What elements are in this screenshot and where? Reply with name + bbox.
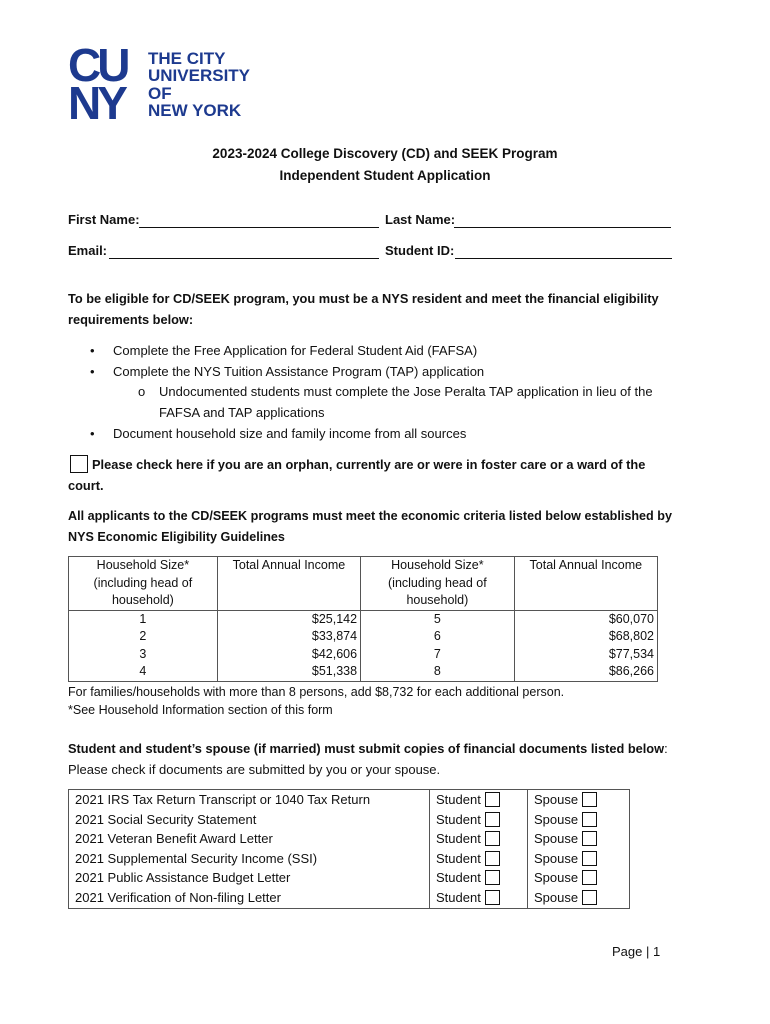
spouse-checkbox[interactable] (582, 890, 597, 905)
table-row (69, 646, 658, 664)
student-checkbox[interactable] (485, 851, 500, 866)
table-row (69, 663, 658, 681)
spouse-check-cell: Spouse (528, 868, 630, 888)
income-eligibility-table (68, 556, 658, 682)
student-check-cell: Student (430, 810, 528, 830)
orphan-checkbox[interactable] (70, 455, 88, 473)
last-name-label: Last Name: (385, 212, 456, 227)
income-cell: $77,534 (514, 646, 657, 664)
household-size-cell: 1 (69, 610, 218, 628)
logo-name-line-4: NEW YORK (148, 101, 242, 120)
financial-documents-table (68, 789, 630, 909)
orphan-check-line-1: Please check here if you are an orphan, currently are or were in foster care or a ward of the (92, 457, 646, 472)
income-cell: $51,338 (217, 663, 360, 681)
spouse-checkbox[interactable] (582, 831, 597, 846)
bullet-dot-2: • (90, 364, 95, 379)
income-cell: $33,874 (217, 628, 360, 646)
household-size-cell: 7 (361, 646, 515, 664)
eligibility-heading-line-2: requirements below: (68, 312, 194, 327)
document-name-cell: 2021 IRS Tax Return Transcript or 1040 Tax Return (69, 790, 430, 810)
header-total-income-2: Total Annual Income (514, 557, 657, 611)
table-row (69, 810, 630, 830)
criteria-heading-line-2: NYS Economic Eligibility Guidelines (68, 530, 285, 544)
student-check-cell: Student (430, 868, 528, 888)
household-size-cell: 8 (361, 663, 515, 681)
page-title: 2023-2024 College Discovery (CD) and SEEK Program (212, 146, 558, 161)
docs-subheading: Please check if documents are submitted by you or your spouse. (68, 762, 441, 777)
logo-letters-bottom: NY (68, 77, 124, 129)
household-size-cell: 4 (69, 663, 218, 681)
household-info-note: *See Household Information section of this form (68, 703, 333, 717)
sub-bullet-marker: o (138, 384, 146, 399)
household-size-cell: 6 (361, 628, 515, 646)
spouse-check-cell: Spouse (528, 829, 630, 849)
page-subtitle: Independent Student Application (279, 168, 491, 183)
table-row (69, 628, 658, 646)
student-checkbox[interactable] (485, 812, 500, 827)
email-label: Email: (68, 243, 108, 258)
bullet-household: Document household size and family income from all sources (113, 426, 467, 441)
student-id-label: Student ID: (385, 243, 455, 258)
document-name-cell: 2021 Supplemental Security Income (SSI) (69, 849, 430, 869)
orphan-check-line-2: court. (68, 478, 104, 493)
first-name-field[interactable] (139, 213, 379, 228)
header-household-size-2: Household Size* (including head of household) (361, 557, 515, 611)
income-cell: $86,266 (514, 663, 657, 681)
student-check-cell: Student (430, 790, 528, 810)
income-cell: $25,142 (217, 610, 360, 628)
household-size-cell: 3 (69, 646, 218, 664)
income-table-header-row (69, 557, 658, 611)
spouse-checkbox[interactable] (582, 870, 597, 885)
first-name-label: First Name: (68, 212, 140, 227)
student-checkbox[interactable] (485, 870, 500, 885)
logo-letters-top: CU (68, 39, 127, 91)
last-name-field[interactable] (454, 213, 671, 228)
logo-name-line-3: OF (148, 83, 172, 103)
document-name-cell: 2021 Veteran Benefit Award Letter (69, 829, 430, 849)
criteria-heading-line-1: All applicants to the CD/SEEK programs must meet the economic criteria listed below established by (68, 509, 672, 523)
additional-person-note: For families/households with more than 8 persons, add $8,732 for each additional person. (68, 685, 565, 699)
student-checkbox[interactable] (485, 890, 500, 905)
eligibility-heading-line-1: To be eligible for CD/SEEK program, you must be a NYS resident and meet the financial eligibility (68, 291, 659, 306)
docs-heading: Student and student’s spouse (if married) must submit copies of financial documents listed below: (68, 741, 668, 756)
page-number: Page | 1 (612, 944, 661, 959)
spouse-check-cell: Spouse (528, 810, 630, 830)
table-row (69, 790, 630, 810)
student-checkbox[interactable] (485, 792, 500, 807)
table-row (69, 610, 658, 628)
table-row (69, 829, 630, 849)
student-check-cell: Student (430, 849, 528, 869)
logo-name-line-1: THE CITY (148, 49, 226, 68)
spouse-check-cell: Spouse (528, 888, 630, 908)
table-row (69, 868, 630, 888)
income-cell: $60,070 (514, 610, 657, 628)
spouse-checkbox[interactable] (582, 792, 597, 807)
bullet-dot-1: • (90, 343, 95, 358)
student-check-cell: Student (430, 829, 528, 849)
email-field[interactable] (109, 244, 379, 259)
income-cell: $68,802 (514, 628, 657, 646)
student-checkbox[interactable] (485, 831, 500, 846)
header-household-size-1: Household Size* (including head of household) (69, 557, 218, 611)
document-name-cell: 2021 Verification of Non-filing Letter (69, 888, 430, 908)
spouse-checkbox[interactable] (582, 812, 597, 827)
document-name-cell: 2021 Social Security Statement (69, 810, 430, 830)
logo-name-line-2: UNIVERSITY (148, 66, 251, 85)
bullet-dot-3: • (90, 426, 95, 441)
document-name-cell: 2021 Public Assistance Budget Letter (69, 868, 430, 888)
bullet-fafsa: Complete the Free Application for Federal Student Aid (FAFSA) (113, 343, 478, 358)
income-cell: $42,606 (217, 646, 360, 664)
cuny-logo (68, 39, 258, 129)
header-total-income-1: Total Annual Income (217, 557, 360, 611)
spouse-check-cell: Spouse (528, 790, 630, 810)
household-size-cell: 2 (69, 628, 218, 646)
student-check-cell: Student (430, 888, 528, 908)
spouse-check-cell: Spouse (528, 849, 630, 869)
bullet-tap: Complete the NYS Tuition Assistance Program (TAP) application (113, 364, 485, 379)
spouse-checkbox[interactable] (582, 851, 597, 866)
sub-bullet-line-2: FAFSA and TAP applications (159, 405, 325, 420)
student-id-field[interactable] (455, 244, 672, 259)
sub-bullet-line-1: Undocumented students must complete the Jose Peralta TAP application in lieu of the (159, 384, 653, 399)
household-size-cell: 5 (361, 610, 515, 628)
table-row (69, 849, 630, 869)
table-row (69, 888, 630, 908)
